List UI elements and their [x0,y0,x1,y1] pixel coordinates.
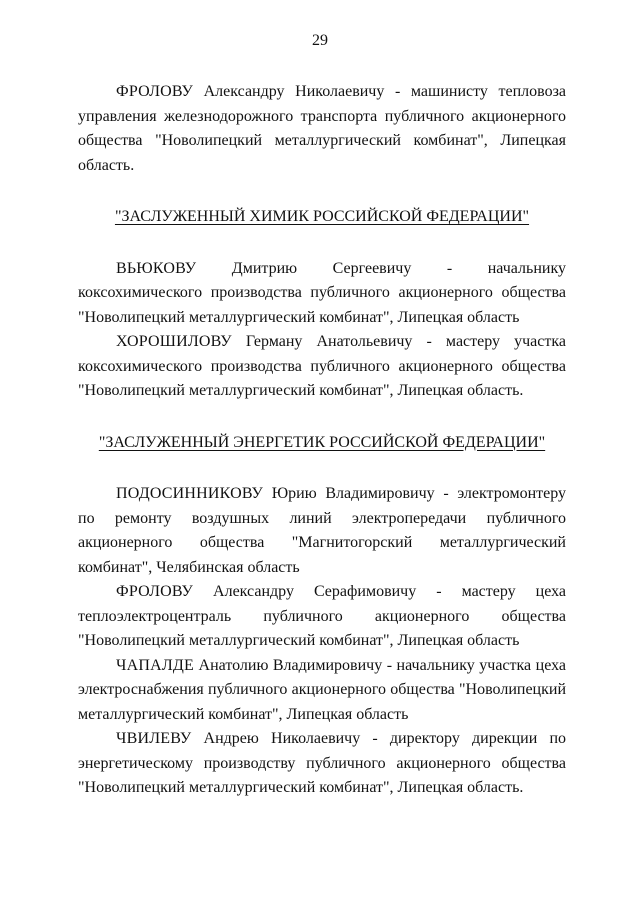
award-entry [78,654,566,728]
award-entry [78,80,566,178]
recipient-details: Юрию Владимировичу - электромонтеру по ремонту воздушных линий электропередачи публичного акционерного общества "Магнитогорский металлургический комбинат", Челябинская область [78,485,567,576]
recipient-details: Дмитрию Сергеевичу - начальнику коксохимического производства публичного акционерного общества "Новолипецкий металлургический комбинат", Липецкая область [78,259,566,326]
award-entry [78,482,566,580]
award-entry [78,257,566,331]
recipient-surname: ФРОЛОВУ [116,583,194,600]
section-heading-chemist: "ЗАСЛУЖЕННЫЙ ХИМИК РОССИЙСКОЙ ФЕДЕРАЦИИ" [114,208,530,225]
recipient-details: Анатолию Владимировичу - начальнику участка цеха электроснабжения публичного акционерного общества "Новолипецкий металлургический комбинат", Липецкая область [78,656,567,723]
recipient-surname: ФРОЛОВУ [116,83,194,100]
recipient-details: Герману Анатольевичу - мастеру участка коксохимического производства публичного акционерного общества "Новолипецкий металлургический комбинат", Липецкая область. [78,333,567,399]
page-number: 29 [312,32,328,49]
section-heading-energy: "ЗАСЛУЖЕННЫЙ ЭНЕРГЕТИК РОССИЙСКОЙ ФЕДЕРАЦИИ" [98,433,546,451]
section-chemist-entries [78,257,566,404]
recipient-surname: ПОДОСИННИКОВУ [116,485,263,502]
recipient-surname: ЧАПАЛДЕ [116,656,195,674]
document-body [78,80,566,801]
recipient-details: Александру Николаевичу - машинисту тепловоза управления железнодорожного транспорта публичного акционерного общества "Новолипецкий металлургический комбинат", Липецкая область. [78,83,567,174]
award-entry [78,580,566,654]
award-entry [78,727,566,801]
recipient-surname: ВЬЮКОВУ [116,259,197,277]
recipient-details: Александру Серафимовичу - мастеру цеха теплоэлектроцентраль публичного акционерного общества "Новолипецкий металлургический комбинат", Липецкая область [78,583,567,649]
recipient-surname: ЧВИЛЕВУ [116,730,192,747]
recipient-details: Андрею Николаевичу - директору дирекции по энергетическому производству публичного акционерного общества "Новолипецкий металлургический комбинат", Липецкая область. [78,730,567,796]
recipient-surname: ХОРОШИЛОВУ [116,333,232,350]
section-energy-entries [78,482,566,801]
award-entry [78,330,566,404]
